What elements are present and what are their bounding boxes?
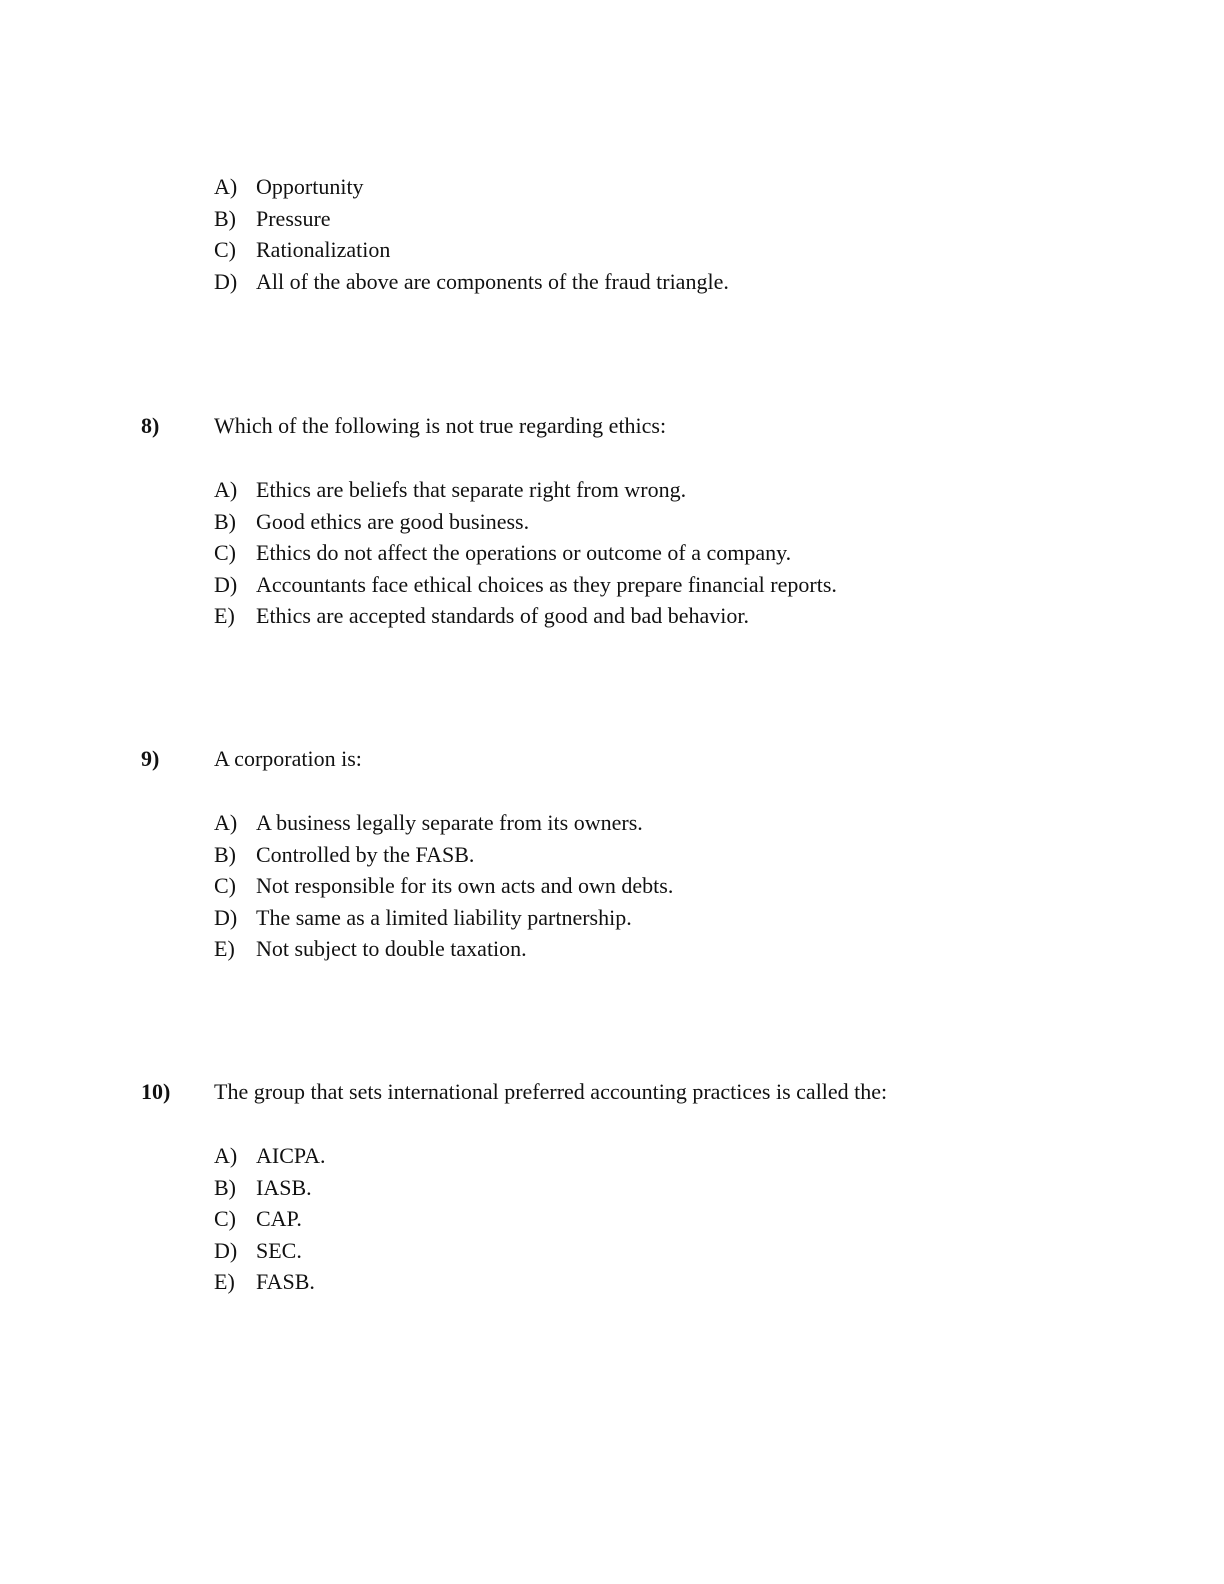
- q8-option-a: A) Ethics are beliefs that separate right from wrong.: [214, 477, 687, 502]
- q9-text: A corporation is:: [214, 746, 362, 771]
- q10-option-c: C) CAP.: [214, 1206, 302, 1231]
- q9-option-c: C) Not responsible for its own acts and own debts.: [214, 873, 674, 898]
- q8-options: [214, 474, 837, 632]
- q9-option-a: A) A business legally separate from its owners.: [214, 810, 643, 835]
- q7-option-b: B) Pressure: [214, 205, 331, 231]
- q10-options: [214, 1140, 326, 1298]
- q7-option-d: D) All of the above are components of the fraud triangle.: [214, 268, 729, 294]
- q10-option-b: B) IASB.: [214, 1174, 312, 1200]
- q8-number: 8): [141, 413, 160, 438]
- q10-text: The group that sets international preferred accounting practices is called the:: [214, 1079, 888, 1104]
- q8-option-c: C) Ethics do not affect the operations or outcome of a company.: [214, 540, 792, 565]
- q10-option-d: D) SEC.: [214, 1237, 302, 1263]
- q10-number: 10): [141, 1079, 171, 1104]
- q8-option-b: B) Good ethics are good business.: [214, 508, 530, 534]
- q9-number: 9): [141, 746, 160, 771]
- q9-options: [214, 807, 673, 965]
- q7-option-a: A) Opportunity: [214, 174, 364, 199]
- q8-option-d: D) Accountants face ethical choices as they prepare financial reports.: [214, 571, 837, 597]
- q10-option-a: A) AICPA.: [214, 1143, 326, 1168]
- q10-option-e: E) FASB.: [214, 1269, 315, 1294]
- q9-option-b: B) Controlled by the FASB.: [214, 841, 475, 867]
- q7-option-c: C) Rationalization: [214, 237, 391, 262]
- q9-option-d: D) The same as a limited liability partnership.: [214, 904, 632, 930]
- q8-option-e: E) Ethics are accepted standards of good and bad behavior.: [214, 603, 749, 628]
- q8-text: Which of the following is not true regarding ethics:: [214, 413, 667, 438]
- q9-option-e: E) Not subject to double taxation.: [214, 936, 527, 961]
- q7-options: [214, 171, 729, 297]
